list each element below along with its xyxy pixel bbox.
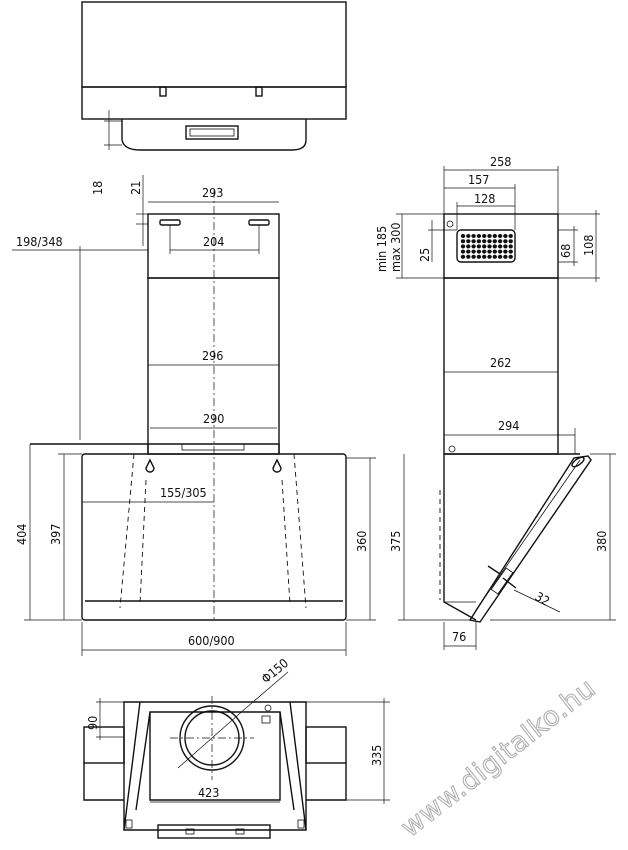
top-view-bracket-right — [256, 87, 262, 96]
vent-hole — [509, 239, 513, 243]
chimney-slot-left — [160, 220, 180, 225]
vent-hole — [493, 255, 497, 259]
dim-max-300: max 300 — [388, 222, 403, 272]
vent-hole — [493, 239, 497, 243]
vent-hole — [461, 239, 465, 243]
dim-21: 21 — [128, 180, 143, 195]
dim-phi-150: Φ150 — [258, 655, 292, 687]
vent-hole — [487, 239, 491, 243]
vent-hole — [466, 250, 470, 254]
vent-hole — [477, 255, 481, 259]
vent-hole — [482, 239, 486, 243]
chimney-slot-right — [249, 220, 269, 225]
watermark: www.digitalko.hu — [395, 672, 602, 844]
vent-hole — [503, 255, 507, 259]
bottom-side-wing-left — [84, 727, 124, 763]
vent-hole — [503, 244, 507, 248]
dim-290: 290 — [203, 411, 225, 426]
vent-hole — [487, 255, 491, 259]
chimney-base-plate — [182, 444, 244, 450]
vent-hole — [498, 234, 502, 238]
vent-hole — [487, 234, 491, 238]
vent-hole — [493, 244, 497, 248]
vent-hole — [509, 255, 513, 259]
vent-hole — [487, 250, 491, 254]
vent-hole — [477, 250, 481, 254]
dim-360: 360 — [354, 530, 369, 552]
vent-hole — [509, 244, 513, 248]
vent-hole — [482, 250, 486, 254]
vent-hole — [471, 244, 475, 248]
dim-258: 258 — [490, 154, 512, 169]
top-view-front-panel — [82, 87, 346, 119]
dim-204: 204 — [203, 234, 225, 249]
dim-76: 76 — [452, 629, 467, 644]
vent-hole — [471, 250, 475, 254]
bottom-main-body — [124, 702, 306, 830]
dim-296: 296 — [202, 348, 224, 363]
vent-hole — [487, 244, 491, 248]
vent-hole — [493, 250, 497, 254]
vent-hole — [509, 234, 513, 238]
chimney-lower — [148, 278, 279, 454]
vent-hole — [498, 244, 502, 248]
dim-375: 375 — [388, 530, 403, 552]
vent-hole — [498, 255, 502, 259]
dim-293: 293 — [202, 185, 224, 200]
vent-hole — [503, 250, 507, 254]
vent-hole — [477, 239, 481, 243]
hanger-hole-right — [273, 460, 281, 472]
vent-hole — [498, 250, 502, 254]
bottom-view — [84, 655, 390, 838]
vent-hole — [471, 255, 475, 259]
top-view — [82, 2, 346, 195]
vent-hole — [461, 244, 465, 248]
top-view-lower-body — [122, 119, 306, 150]
dim-90: 90 — [85, 715, 100, 730]
vent-hole — [466, 244, 470, 248]
dim-155-305: 155/305 — [160, 485, 207, 500]
dim-198-348: 198/348 — [16, 234, 63, 249]
side-hood-back — [444, 454, 580, 620]
vent-hole — [482, 255, 486, 259]
dim-18: 18 — [90, 180, 105, 195]
vent-hole — [477, 244, 481, 248]
dim-157: 157 — [468, 172, 490, 187]
dim-262: 262 — [490, 355, 512, 370]
hanger-hole-left — [146, 460, 154, 472]
vent-grille — [457, 230, 515, 262]
dim-108: 108 — [581, 234, 596, 256]
dim-397: 397 — [48, 523, 63, 545]
vent-hole — [482, 234, 486, 238]
dim-294: 294 — [498, 418, 520, 433]
dim-32: 32 — [532, 588, 553, 609]
vent-hole — [461, 255, 465, 259]
vent-hole — [466, 239, 470, 243]
vent-hole — [503, 234, 507, 238]
side-view — [374, 154, 616, 650]
dim-25: 25 — [417, 247, 432, 262]
vent-hole — [466, 255, 470, 259]
dim-128: 128 — [474, 191, 496, 206]
vent-hole — [466, 234, 470, 238]
front-view — [12, 175, 376, 656]
dim-380: 380 — [594, 530, 609, 552]
top-view-control-inner — [190, 129, 234, 136]
vent-hole — [461, 234, 465, 238]
vent-hole — [477, 234, 481, 238]
dim-600-900: 600/900 — [188, 633, 235, 648]
top-view-housing — [82, 2, 346, 87]
vent-hole — [482, 244, 486, 248]
vent-hole — [471, 234, 475, 238]
vent-hole — [509, 250, 513, 254]
dim-423: 423 — [198, 785, 220, 800]
dim-404: 404 — [14, 523, 29, 545]
bottom-front-strip — [158, 825, 270, 838]
dim-68: 68 — [558, 243, 573, 258]
vent-hole — [503, 239, 507, 243]
bottom-side-wing-right — [306, 727, 346, 763]
vent-hole — [493, 234, 497, 238]
side-glass-panel — [470, 456, 591, 622]
top-view-bracket-left — [160, 87, 166, 96]
chimney-base — [148, 444, 279, 454]
top-view-control-panel — [186, 126, 238, 139]
dim-335: 335 — [369, 744, 384, 766]
vent-hole — [498, 239, 502, 243]
vent-hole — [461, 250, 465, 254]
vent-hole — [471, 239, 475, 243]
dim-min-185: min 185 — [374, 225, 389, 272]
